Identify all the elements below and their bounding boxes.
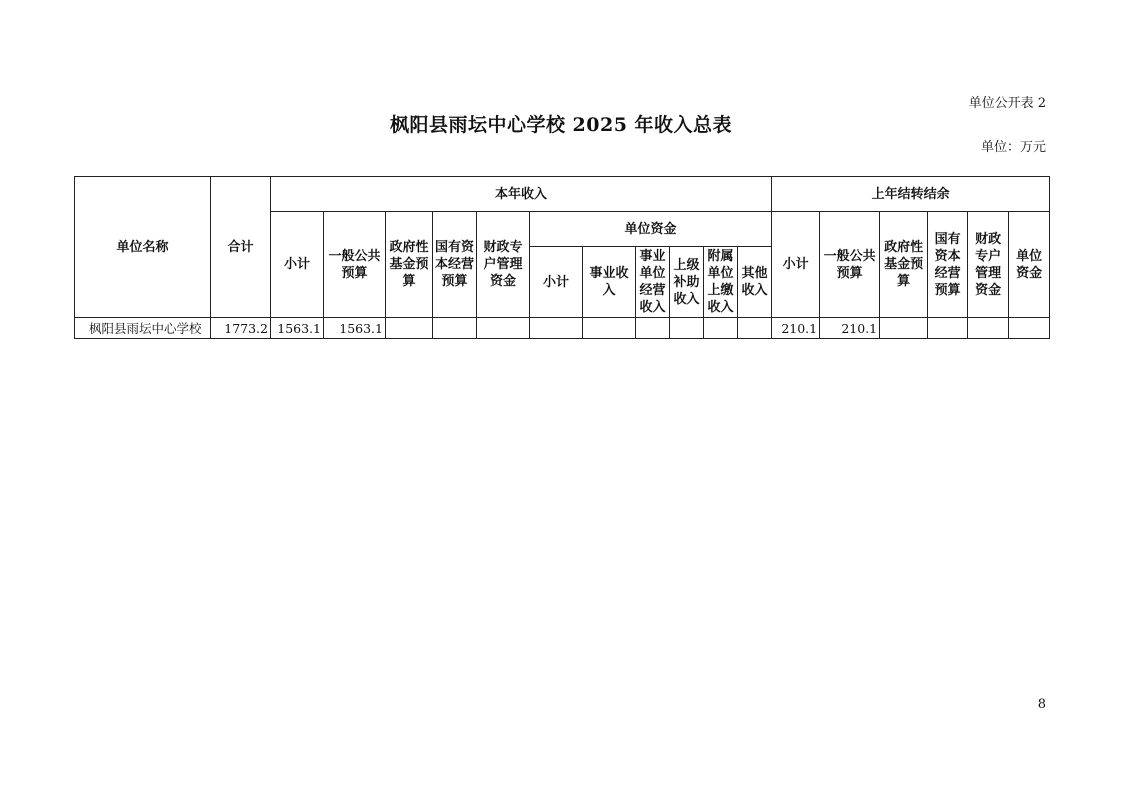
col-cy-subtotal: 小计 bbox=[772, 212, 820, 318]
cell-cur-gov-fund bbox=[386, 318, 433, 339]
page-number: 8 bbox=[1037, 697, 1046, 712]
cell-cy-fiscal-special bbox=[968, 318, 1009, 339]
col-unit-name: 单位名称 bbox=[75, 177, 211, 318]
col-cur-fiscal-special: 财政专户管理资金 bbox=[477, 212, 530, 318]
col-uf-other-income: 其他收入 bbox=[738, 247, 772, 318]
cell-unit-name: 枫阳县雨坛中心学校 bbox=[75, 318, 211, 339]
cell-uf-subsidy-income bbox=[670, 318, 704, 339]
col-cy-general-budget: 一般公共预算 bbox=[820, 212, 880, 318]
col-total: 合计 bbox=[211, 177, 271, 318]
group-unit-funds: 单位资金 bbox=[530, 212, 772, 247]
col-cur-state-capital: 国有资本经营预算 bbox=[433, 212, 477, 318]
col-uf-subsidy-income: 上级补助收入 bbox=[670, 247, 704, 318]
form-number: 单位公开表 2 bbox=[968, 96, 1046, 111]
cell-cur-general-budget: 1563.1 bbox=[324, 318, 386, 339]
col-uf-business-income: 事业收入 bbox=[583, 247, 636, 318]
col-uf-affiliated-income: 附属单位上缴收入 bbox=[704, 247, 738, 318]
cell-cy-gov-fund bbox=[880, 318, 928, 339]
table-row bbox=[75, 318, 1050, 339]
cell-cy-general-budget: 210.1 bbox=[820, 318, 880, 339]
cell-uf-operating-income bbox=[636, 318, 670, 339]
page-title: 枫阳县雨坛中心学校 2025 年收入总表 bbox=[389, 114, 733, 136]
col-cur-general-budget: 一般公共预算 bbox=[324, 212, 386, 318]
col-cy-gov-fund: 政府性基金预算 bbox=[880, 212, 928, 318]
cell-cur-state-capital bbox=[433, 318, 477, 339]
cell-uf-business-income bbox=[583, 318, 636, 339]
col-cur-subtotal: 小计 bbox=[271, 212, 324, 318]
col-cy-unit-funds: 单位资金 bbox=[1009, 212, 1050, 318]
cell-uf-affiliated-income bbox=[704, 318, 738, 339]
unit-label: 单位：万元 bbox=[980, 140, 1046, 155]
col-uf-subtotal: 小计 bbox=[530, 247, 583, 318]
cell-total: 1773.2 bbox=[211, 318, 271, 339]
col-cur-gov-fund: 政府性基金预算 bbox=[386, 212, 433, 318]
group-carryover: 上年结转结余 bbox=[772, 177, 1050, 212]
cell-cy-state-capital bbox=[928, 318, 968, 339]
cell-cur-fiscal-special bbox=[477, 318, 530, 339]
col-uf-operating-income: 事业单位经营收入 bbox=[636, 247, 670, 318]
cell-cy-unit-funds bbox=[1009, 318, 1050, 339]
cell-cur-subtotal: 1563.1 bbox=[271, 318, 324, 339]
col-cy-state-capital: 国有资本经营预算 bbox=[928, 212, 968, 318]
income-summary-table bbox=[74, 176, 1050, 339]
group-current-income: 本年收入 bbox=[271, 177, 772, 212]
col-cy-fiscal-special: 财政专户管理资金 bbox=[968, 212, 1009, 318]
cell-uf-other-income bbox=[738, 318, 772, 339]
cell-cy-subtotal: 210.1 bbox=[772, 318, 820, 339]
cell-uf-subtotal bbox=[530, 318, 583, 339]
